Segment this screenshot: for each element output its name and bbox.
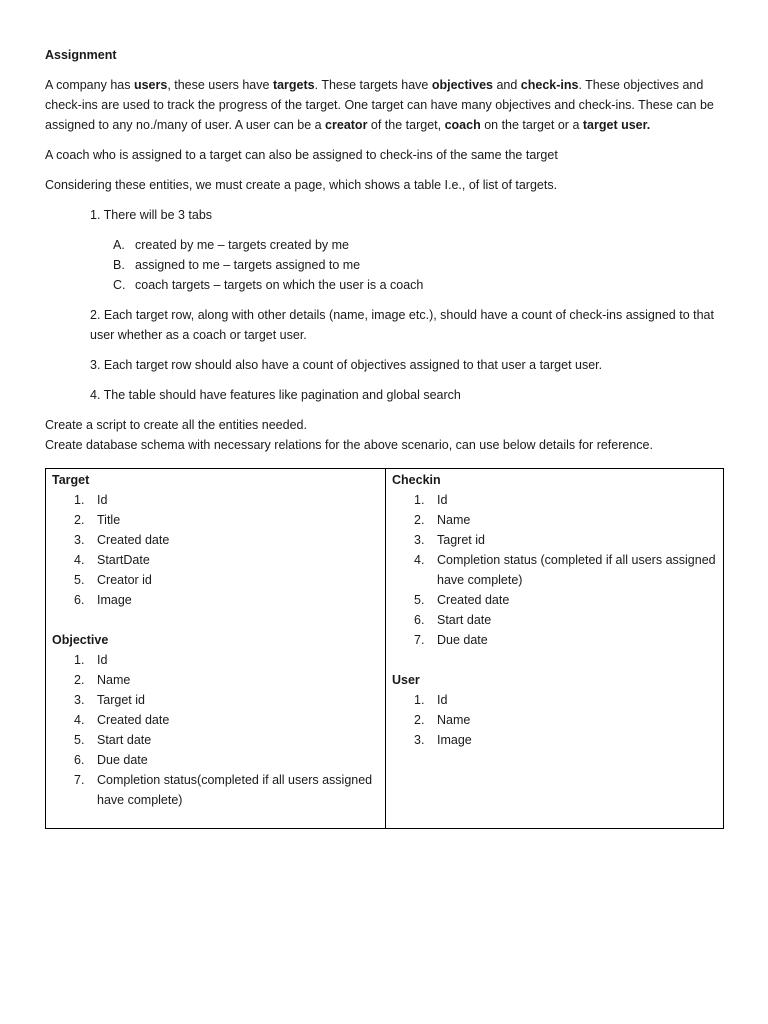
field-item <box>392 590 717 610</box>
list-marker: B. <box>113 258 125 272</box>
field-number: 3. <box>74 533 85 547</box>
field-item <box>392 550 717 590</box>
schema-table <box>45 468 724 829</box>
field-label: Completion status(completed if all users assigned have complete) <box>97 773 373 807</box>
field-item <box>392 730 717 750</box>
intro-text: A company has <box>45 78 134 92</box>
intro-text: . These objectives and check-ins are used to track the progress of the target. One target can have many objectives and check-ins. These can be assigned to any no./many of user. A user can be a <box>45 78 714 132</box>
field-number: 3. <box>74 693 85 707</box>
field-label: Name <box>437 713 471 727</box>
schema-right-column <box>386 469 723 828</box>
field-number: 6. <box>74 753 85 767</box>
field-label: Name <box>437 513 471 527</box>
field-number: 2. <box>414 713 425 727</box>
intro-bold-creator: creator <box>325 118 368 132</box>
requirement-2: 2. Each target row, along with other details (name, image etc.), should have a count of check-ins assigned to that user whether as a coach or target user. <box>90 308 714 342</box>
field-number: 1. <box>414 693 425 707</box>
field-number: 3. <box>414 533 425 547</box>
requirement-3: 3. Each target row should also have a count of objectives assigned to that user a target user. <box>90 358 603 372</box>
intro-text: . These targets have <box>314 78 432 92</box>
spacer <box>392 650 717 670</box>
field-label: Creator id <box>97 573 152 587</box>
field-label: Created date <box>97 533 170 547</box>
field-item <box>52 510 379 530</box>
field-item <box>392 610 717 630</box>
field-item <box>52 770 379 810</box>
intro-bold-target-user: target user. <box>582 118 651 132</box>
target-fields-list <box>52 490 379 610</box>
field-number: 4. <box>74 713 85 727</box>
field-label: Start date <box>97 733 152 747</box>
entity-title-target: Target <box>52 473 90 487</box>
list-marker: C. <box>113 278 126 292</box>
checkin-fields-list <box>392 490 717 650</box>
field-item <box>392 630 717 650</box>
list-item-text: assigned to me – targets assigned to me <box>135 258 361 272</box>
field-item <box>52 650 379 670</box>
field-number: 2. <box>74 513 85 527</box>
field-number: 1. <box>414 493 425 507</box>
field-item <box>392 490 717 510</box>
list-marker: A. <box>113 238 125 252</box>
field-number: 7. <box>74 773 85 787</box>
field-label: Created date <box>97 713 170 727</box>
intro-text: on the target or a <box>480 118 583 132</box>
schema-instruction: Create database schema with necessary relations for the above scenario, can use below details for reference. <box>45 438 653 452</box>
requirement-1: 1. There will be 3 tabs <box>90 208 213 222</box>
considering-paragraph: Considering these entities, we must create a page, which shows a table I.e., of list of targets. <box>45 178 558 192</box>
requirement-4: 4. The table should have features like pagination and global search <box>90 388 461 402</box>
field-item <box>392 530 717 550</box>
field-number: 7. <box>414 633 425 647</box>
intro-text: of the target, <box>367 118 445 132</box>
intro-bold-coach: coach <box>444 118 481 132</box>
intro-bold-objectives: objectives <box>431 78 493 92</box>
tabs-list <box>113 235 730 295</box>
field-item <box>392 510 717 530</box>
field-number: 3. <box>414 733 425 747</box>
field-label: Id <box>437 493 448 507</box>
document-title: Assignment <box>45 48 117 62</box>
field-label: Start date <box>437 613 492 627</box>
field-label: Image <box>437 733 472 747</box>
field-item <box>52 730 379 750</box>
field-number: 1. <box>74 493 85 507</box>
intro-text: and <box>492 78 521 92</box>
user-fields-list <box>392 690 717 750</box>
objective-fields-list <box>52 650 379 810</box>
field-item <box>52 590 379 610</box>
field-item <box>52 570 379 590</box>
field-label: Due date <box>437 633 488 647</box>
intro-bold-checkins: check-ins <box>520 78 579 92</box>
field-number: 5. <box>74 733 85 747</box>
field-number: 5. <box>414 593 425 607</box>
field-number: 2. <box>414 513 425 527</box>
spacer <box>52 610 379 630</box>
field-label: Title <box>97 513 121 527</box>
intro-bold-targets: targets <box>272 78 315 92</box>
field-label: Completion status (completed if all users assigned have complete) <box>437 553 716 587</box>
field-label: Target id <box>97 693 145 707</box>
list-item-text: created by me – targets created by me <box>135 238 349 252</box>
field-label: Created date <box>437 593 510 607</box>
field-number: 5. <box>74 573 85 587</box>
field-item <box>52 690 379 710</box>
field-label: Tagret id <box>437 533 485 547</box>
field-item <box>392 690 717 710</box>
field-number: 4. <box>414 553 425 567</box>
tab-item-created-by-me <box>113 235 730 255</box>
field-number: 6. <box>74 593 85 607</box>
field-item <box>52 710 379 730</box>
field-label: Due date <box>97 753 148 767</box>
intro-paragraph <box>45 75 730 135</box>
field-item <box>52 530 379 550</box>
entity-title-objective: Objective <box>52 633 109 647</box>
intro-bold-users: users <box>133 78 168 92</box>
entity-title-checkin: Checkin <box>392 473 441 487</box>
field-label: Image <box>97 593 132 607</box>
tab-item-assigned-to-me <box>113 255 730 275</box>
field-label: Id <box>437 693 448 707</box>
field-number: 6. <box>414 613 425 627</box>
field-number: 1. <box>74 653 85 667</box>
intro-text: , these users have <box>167 78 273 92</box>
field-label: StartDate <box>97 553 150 567</box>
field-label: Id <box>97 653 108 667</box>
script-instruction: Create a script to create all the entities needed. <box>45 418 307 432</box>
field-label: Id <box>97 493 108 507</box>
entity-title-user: User <box>392 673 420 687</box>
field-number: 4. <box>74 553 85 567</box>
tab-item-coach-targets <box>113 275 730 295</box>
field-item <box>392 710 717 730</box>
schema-left-column <box>46 469 386 828</box>
list-item-text: coach targets – targets on which the user is a coach <box>135 278 424 292</box>
field-label: Name <box>97 673 131 687</box>
field-item <box>52 750 379 770</box>
field-item <box>52 670 379 690</box>
field-item <box>52 490 379 510</box>
field-item <box>52 550 379 570</box>
assignment-document <box>45 45 730 455</box>
field-number: 2. <box>74 673 85 687</box>
coach-paragraph: A coach who is assigned to a target can also be assigned to check-ins of the same the target <box>45 148 558 162</box>
